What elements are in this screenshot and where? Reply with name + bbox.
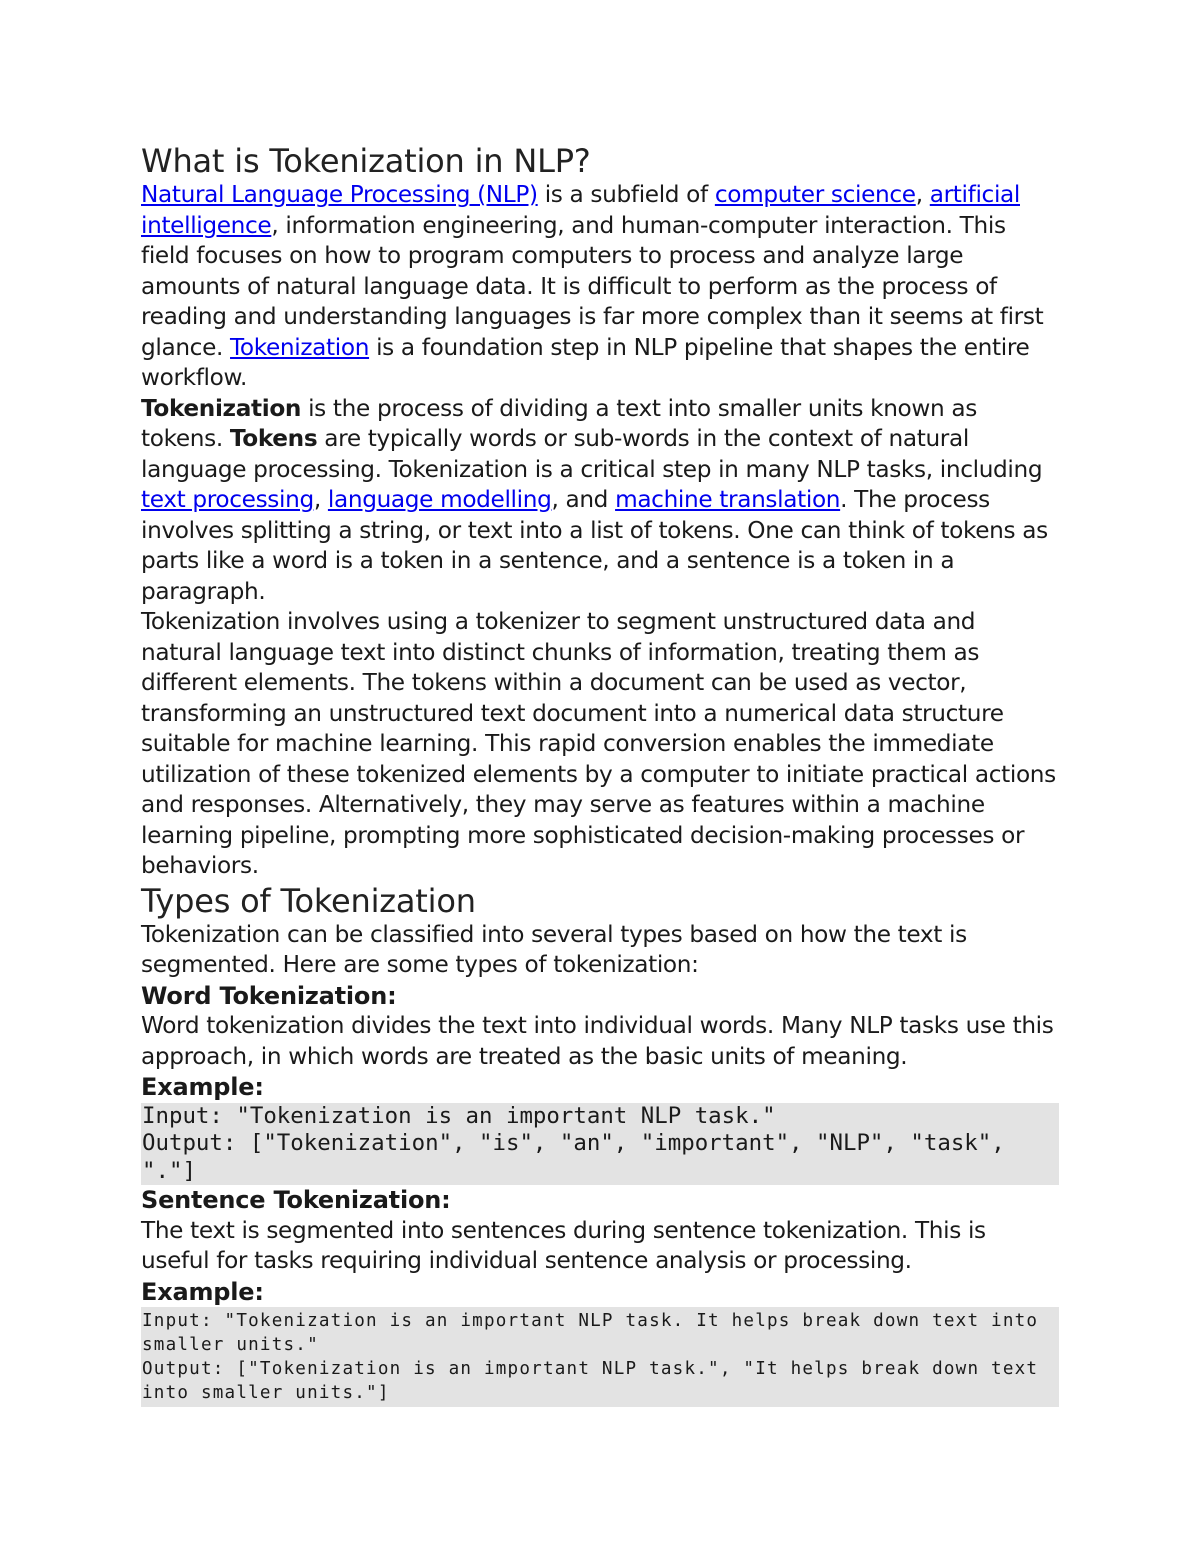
text-span: are typically words or sub-words in the context of natural language processing. Tokenization is a critical step in many NLP tasks, including	[141, 425, 1043, 483]
link-nlp[interactable]: Natural Language Processing (NLP)	[141, 181, 538, 208]
section-title-types: Types of Tokenization	[141, 881, 476, 920]
word-example-code-block	[141, 1103, 1059, 1186]
sentence-example-label: Example:	[141, 1277, 264, 1306]
text-span: is the process of dividing a text into smaller units known as tokens.	[141, 394, 977, 452]
code-line-input: Input: "Tokenization is an important NLP task."	[142, 1102, 776, 1129]
tokenizer-paragraph: Tokenization involves using a tokenizer to segment unstructured data and natural language text into distinct chunks of information, treating them as different elements. The tokens within a document can be used as vector, transforming an unstructured text document into a numerical data structure suitable for machine learning. This rapid conversion enables the immediate utilization of these tokenized elements by a computer to initiate practical actions and responses. Alternatively, they may serve as features within a machine learning pipeline, prompting more sophisticated decision-making processes or behaviors.	[141, 608, 1056, 879]
word-example-label: Example:	[141, 1073, 264, 1101]
word-tokenization-body: Word tokenization divides the text into individual words. Many NLP tasks use this approach, in which words are treated as the basic units of meaning.	[141, 1012, 1054, 1070]
text-span: , information engineering, and human-computer interaction. This field focuses on how to program computers to process and analyze large amounts of natural language data. It is difficult to perform as the process of reading and understanding languages is far more complex than it seems at first glance.	[141, 211, 1044, 361]
text-span: ,	[313, 486, 328, 513]
link-computer-science[interactable]: computer science	[714, 181, 916, 208]
bold-term: Tokens	[229, 425, 318, 452]
code-line-output: Output: ["Tokenization is an important NLP task.", "It helps break down text into smaller units."]	[142, 1359, 1051, 1403]
word-tokenization-heading: Word Tokenization:	[141, 981, 397, 1010]
bold-term: Tokenization	[141, 394, 302, 422]
link-machine-translation[interactable]: machine translation	[615, 486, 841, 513]
link-language-modelling[interactable]: language modelling	[327, 486, 552, 513]
definition-paragraph	[141, 394, 1059, 608]
page-title: What is Tokenization in NLP?	[141, 142, 591, 180]
sentence-tokenization-heading: Sentence Tokenization:	[141, 1186, 451, 1214]
code-line-input: Input: "Tokenization is an important NLP task. It helps break down text into smaller units."	[142, 1311, 1051, 1355]
sentence-tokenization-body: The text is segmented into sentences during sentence tokenization. This is useful for tasks requiring individual sentence analysis or processing.	[141, 1216, 986, 1274]
sentence-example-code-block	[141, 1307, 1059, 1407]
link-artificial-intelligence[interactable]: artificial intelligence	[141, 181, 1020, 239]
text-span: is a foundation step in NLP pipeline that shapes the entire workflow.	[141, 333, 1030, 391]
text-span: , and	[551, 486, 616, 513]
types-intro-paragraph: Tokenization can be classified into several types based on how the text is segmented. Here are some types of tokenization:	[141, 920, 967, 978]
text-span: . The process involves splitting a string, or text into a list of tokens. One can think of tokens as parts like a word is a token in a sentence, and a sentence is a token in a paragraph.	[141, 486, 1048, 605]
document-content	[141, 142, 1059, 1407]
text-span: is a subfield of	[537, 181, 715, 208]
text-span: ,	[915, 181, 930, 208]
code-line-output: Output: ["Tokenization", "is", "an", "important", "NLP", "task", "."]	[142, 1130, 1019, 1184]
link-text-processing[interactable]: text processing	[141, 486, 314, 513]
intro-paragraph	[141, 180, 1059, 394]
link-tokenization[interactable]: Tokenization	[230, 333, 370, 361]
